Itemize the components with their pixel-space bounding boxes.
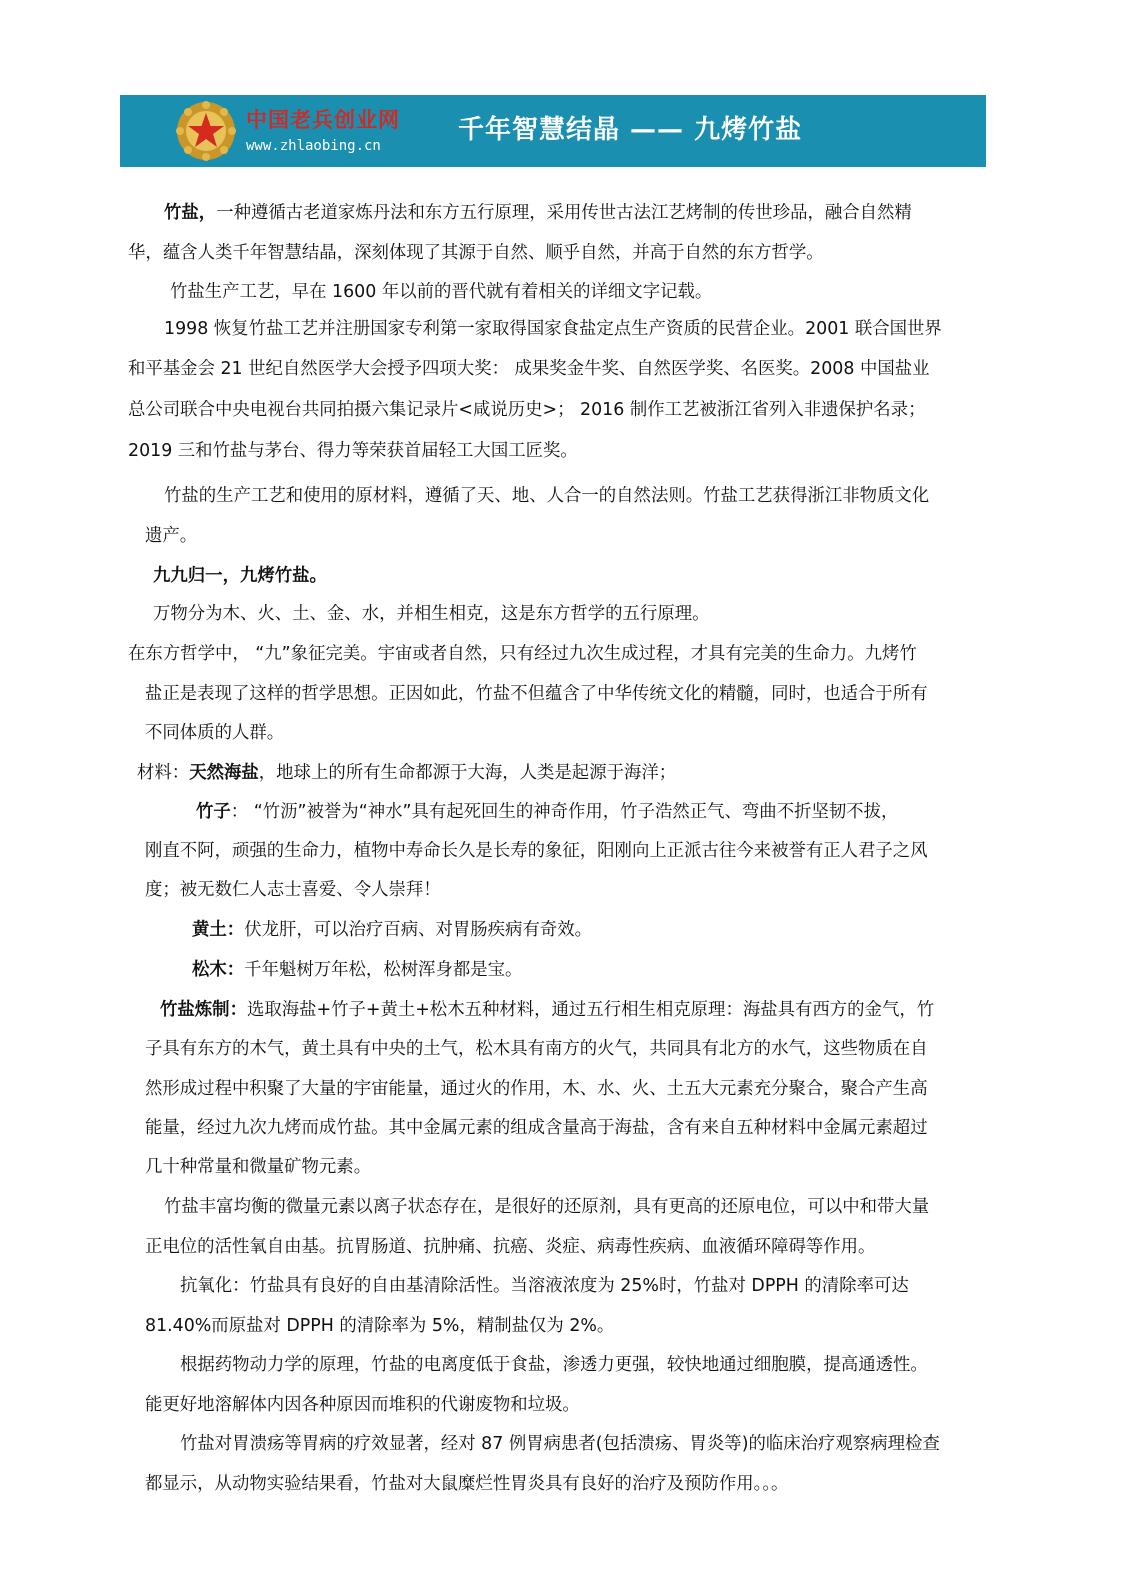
paragraph-line: 总公司联合中央电视台共同拍摄六集记录片<咸说历史>； 2016 制作工艺被浙江省列入非遗保护名录； [128,400,926,420]
paragraph-line: 竹盐的生产工艺和使用的原材料，遵循了天、地、人合一的自然法则。竹盐工艺获得浙江非物质文化 [164,486,930,506]
paragraph-line: 在东方哲学中， “九”象征完美。宇宙或者自然，只有经过九次生成过程，才具有完美的生命力。九烤竹 [128,644,917,664]
paragraph-line: 竹盐生产工艺，早在 1600 年以前的晋代就有着相关的详细文字记载。 [170,282,713,302]
paragraph-line: 1998 恢复竹盐工艺并注册国家专利第一家取得国家食盐定点生产资质的民营企业。2001 联合国世界 [164,319,942,339]
paragraph-line: 能更好地溶解体内因各种原因而堆积的代谢废物和垃圾。 [145,1395,580,1415]
paragraph-line: 万物分为木、火、土、金、水，并相生相克，这是东方哲学的五行原理。 [153,604,710,624]
paragraph-line: 竹子： “竹沥”被誉为“神水”具有起死回生的神奇作用，竹子浩然正气、弯曲不折坚韧不拔， [196,802,899,822]
paragraph-line: 能量，经过九次九烤而成竹盐。其中金属元素的组成含量高于海盐，含有来自五种材料中金属元素超过 [145,1118,928,1138]
site-url: www.zhlaobing.cn [246,138,381,154]
paragraph-line: 和平基金会 21 世纪自然医学大会授予四项大奖： 成果奖金牛奖、自然医学奖、名医奖。2008 中国盐业 [128,359,930,379]
paragraph-line: 81.40%而原盐对 DPPH 的清除率为 5%，精制盐仅为 2%。 [145,1316,615,1336]
header-banner [120,95,986,167]
army-star-emblem-icon [176,101,236,161]
paragraph-line: 几十种常量和微量矿物元素。 [145,1157,372,1177]
paragraph-line: 都显示，从动物实验结果看，竹盐对大鼠糜烂性胃炎具有良好的治疗及预防作用。。。 [145,1474,789,1494]
paragraph-line: 竹盐炼制：选取海盐+竹子+黄土+松木五种材料，通过五行相生相克原理：海盐具有西方的金气，竹 [160,1000,935,1020]
paragraph-line: 遗产。 [145,526,198,546]
paragraph-line: 抗氧化：竹盐具有良好的自由基清除活性。当溶液浓度为 25%时，竹盐对 DPPH 的清除率可达 [180,1276,909,1296]
paragraph-line: 不同体质的人群。 [145,723,285,743]
paragraph-line: 材料：天然海盐，地球上的所有生命都源于大海，人类是起源于海洋； [137,763,677,783]
paragraph-line: 竹盐，一种遵循古老道家炼丹法和东方五行原理，采用传世古法江艺烤制的传世珍品，融合自然精 [164,203,912,223]
paragraph-line: 竹盐丰富均衡的微量元素以离子状态存在，是很好的还原剂，具有更高的还原电位，可以中和带大量 [164,1197,930,1217]
paragraph-line: 然形成过程中积聚了大量的宇宙能量，通过火的作用，木、水、火、土五大元素充分聚合，聚合产生高 [145,1079,928,1099]
paragraph-line: 刚直不阿，顽强的生命力，植物中寿命长久是长寿的象征，阳刚向上正派古往今来被誉有正人君子之风 [145,841,928,861]
paragraph-line: 盐正是表现了这样的哲学思想。正因如此，竹盐不但蕴含了中华传统文化的精髓，同时，也适合于所有 [145,684,928,704]
paragraph-line: 子具有东方的木气，黄土具有中央的土气，松木具有南方的火气，共同具有北方的水气，这些物质在自 [145,1039,928,1059]
paragraph-line: 松木：千年魁树万年松，松树浑身都是宝。 [192,960,523,980]
paragraph-line: 竹盐对胃溃疡等胃病的疗效显著，经对 87 例胃病患者(包括溃疡、胃炎等)的临床治疗观察病理检查 [180,1434,940,1454]
site-name: 中国老兵创业网 [246,108,400,132]
paragraph-line: 正电位的活性氧自由基。抗胃肠道、抗肿痛、抗癌、炎症、病毒性疾病、血液循环障碍等作用。 [145,1237,876,1257]
section-heading: 九九归一，九烤竹盐。 [153,566,327,586]
paragraph-line: 黄土：伏龙肝，可以治疗百病、对胃肠疾病有奇效。 [192,920,593,940]
paragraph-line: 度；被无数仁人志士喜爱、令人崇拜！ [145,880,441,900]
paragraph-line: 根据药物动力学的原理，竹盐的电离度低于食盐，渗透力更强，较快地通过细胞膜，提高通透性。 [180,1355,928,1375]
paragraph-line: 2019 三和竹盐与茅台、得力等荣获首届轻工大国工匠奖。 [128,441,578,461]
paragraph-line: 华，蕴含人类千年智慧结晶，深刻体现了其源于自然、顺乎自然，并高于自然的东方哲学。 [128,243,824,263]
page-title: 千年智慧结晶 —— 九烤竹盐 [458,115,803,145]
